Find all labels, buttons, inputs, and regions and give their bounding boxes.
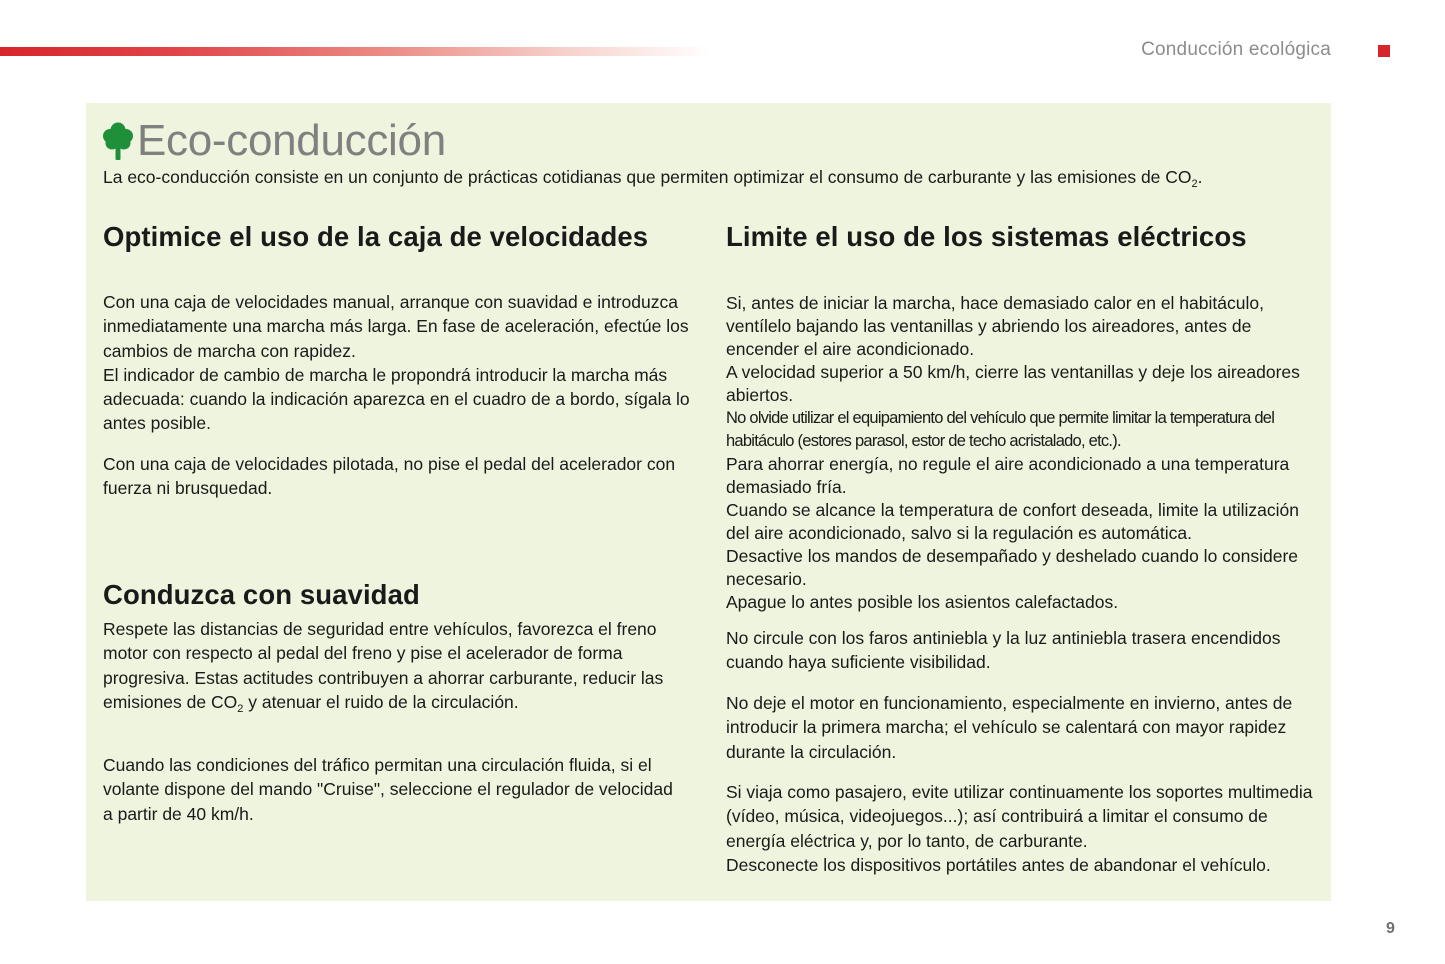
tip-ventilate: Si, antes de iniciar la marcha, hace demasiado calor en el habitáculo, ventílelo bajando las ventanillas y abriendo los aireadores, antes de encender el aire acondicionado. [726, 293, 1264, 359]
multimedia-paragraph: Si viaja como pasajero, evite utilizar continuamente los soportes multimedia (vídeo, música, videojuegos...); así contribuirá a limitar el consumo de energía eléctrica y, por lo tanto, de carburante. Desconecte los dispositivos portátiles antes de abandonar el vehículo. [726, 782, 1313, 875]
tip-windows: A velocidad superior a 50 km/h, cierre las ventanillas y deje los aireadores abiertos. [726, 362, 1300, 405]
gearbox-paragraph-1: Con una caja de velocidades manual, arranque con suavidad e introduzca inmediatamente una marcha más larga. En fase de aceleración, efectúe los cambios de marcha con rapidez. El indicador de cambio de marcha le propondrá introducir la marcha más adecuada: cuando la indicación aparezca en el cuadro de a bordo, sígala lo antes posible. [103, 292, 690, 434]
tip-temperature: Para ahorrar energía, no regule el aire acondicionado a una temperatura demasiado fría. [726, 454, 1290, 497]
intro-text: La eco-conducción consiste en un conjunto de prácticas cotidianas que permiten optimizar el consumo de carburante y las emisiones de $CO_2$. [103, 167, 1203, 190]
section-title: Conducción ecológica [1141, 39, 1331, 60]
tip-heated-seats: Apague lo antes posible los asientos calefactados. [726, 592, 1119, 612]
electrical-tips-block [726, 292, 1326, 614]
tip-sunshades: No olvide utilizar el equipamiento del vehículo que permite limitar la temperatura del habitáculo (estores parasol, estor de techo acristalado, etc.). [726, 409, 1275, 450]
header-accent-bar [0, 47, 710, 56]
eco-driving-panel [86, 103, 1331, 901]
page-title: Eco-conducción [137, 116, 446, 165]
smooth-driving-paragraph-1: Respete las distancias de seguridad entre vehículos, favorezca el freno motor con respecto al pedal del freno y pise el acelerador de forma progresiva. Estas actitudes contribuyen a ahorrar carburante, reducir las emisiones de $CO_2$ y atenuar el ruido de la circulación. [103, 619, 664, 715]
gearbox-heading: Optimice el uso de la caja de velocidades [103, 221, 649, 252]
section-marker [1378, 45, 1390, 57]
page-number: 9 [1386, 920, 1395, 937]
gearbox-paragraph-2: Con una caja de velocidades pilotada, no pise el pedal del acelerador con fuerza ni brusquedad. [103, 454, 676, 499]
tip-defrost: Desactive los mandos de desempañado y deshelado cuando lo considere necesario. [726, 546, 1299, 589]
panel-heading [102, 117, 446, 165]
electrical-systems-heading: Limite el uso de los sistemas eléctricos [726, 221, 1247, 252]
tree-icon [102, 121, 134, 161]
tip-comfort: Cuando se alcance la temperatura de confort deseada, limite la utilización del aire acondicionado, salvo si la regulación es automática. [726, 500, 1299, 543]
smooth-driving-heading: Conduzca con suavidad [103, 579, 420, 610]
fog-lights-paragraph: No circule con los faros antiniebla y la luz antiniebla trasera encendidos cuando haya suficiente visibilidad. [726, 628, 1281, 673]
smooth-driving-paragraph-2: Cuando las condiciones del tráfico permitan una circulación fluida, si el volante dispone del mando "Cruise", seleccione el regulador de velocidad a partir de 40 km/h. [103, 755, 673, 824]
engine-idle-paragraph: No deje el motor en funcionamiento, especialmente en invierno, antes de introducir la primera marcha; el vehículo se calentará con mayor rapidez durante la circulación. [726, 693, 1293, 762]
